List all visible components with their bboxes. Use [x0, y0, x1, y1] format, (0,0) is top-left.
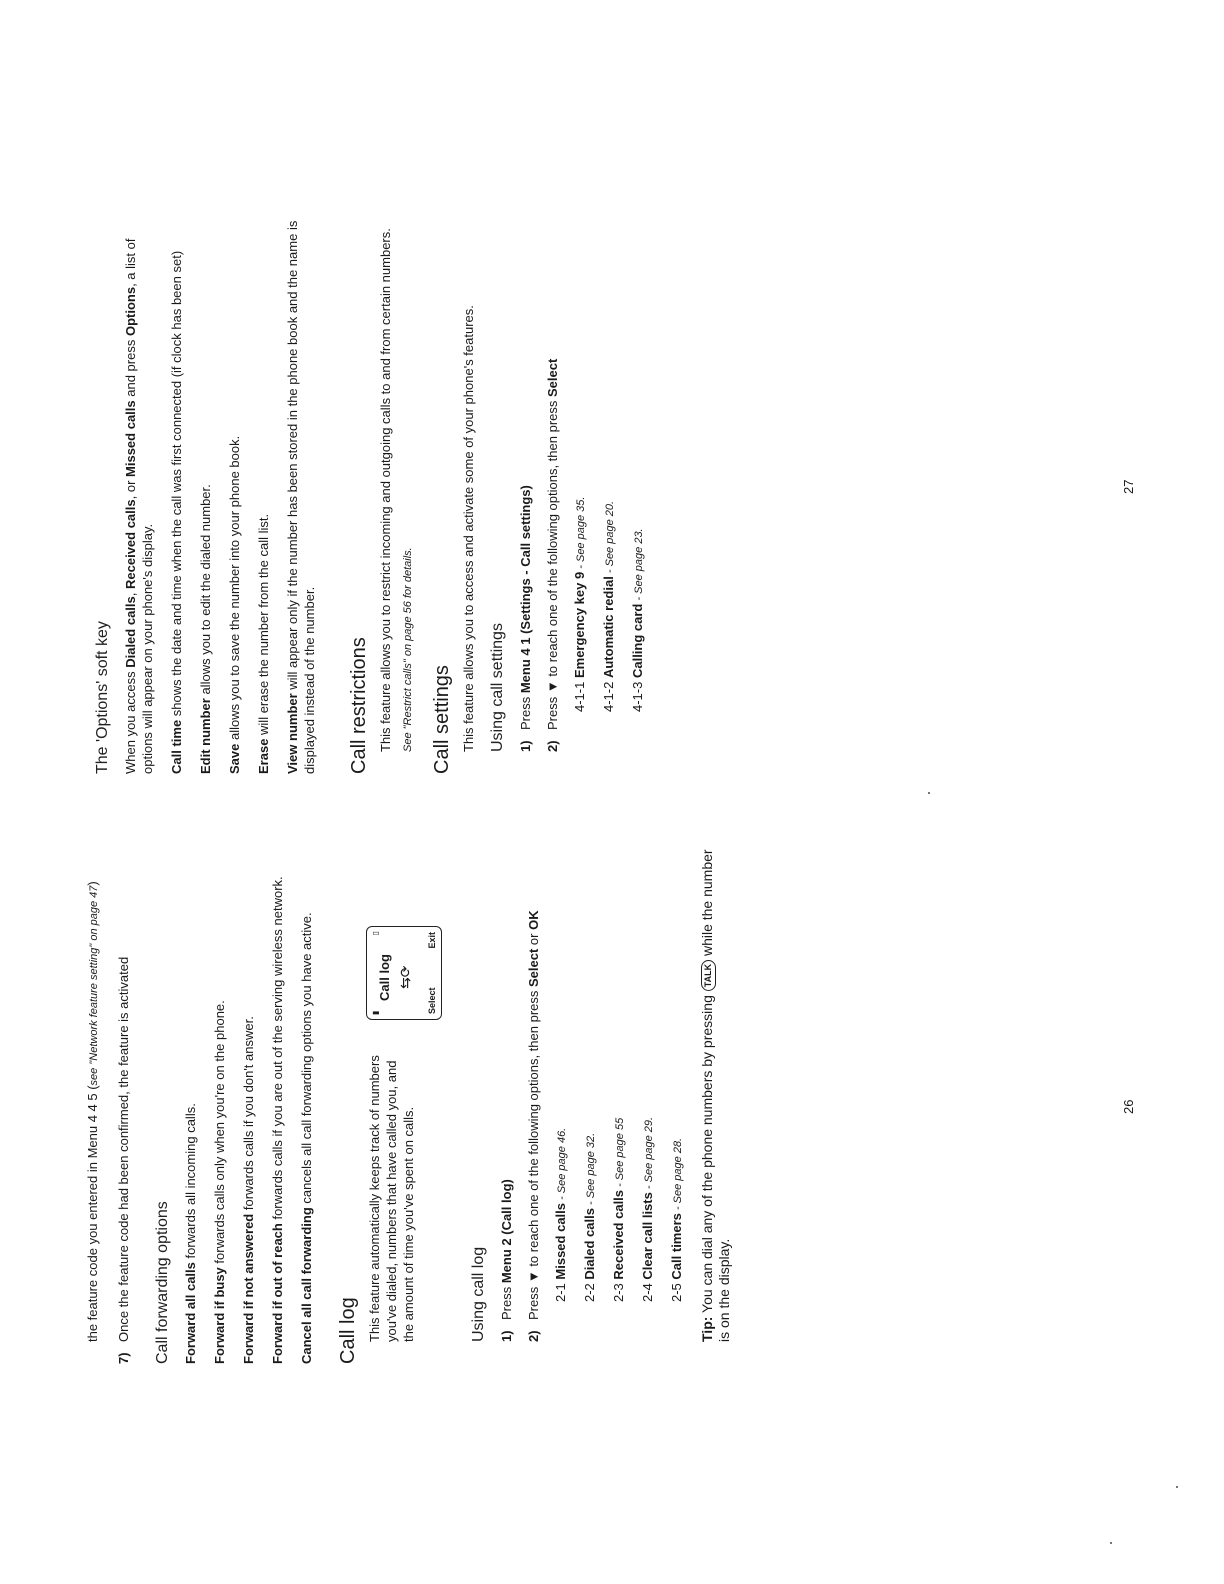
page-27	[0, 174, 1224, 794]
call-restrictions-heading: Call restrictions	[348, 637, 370, 774]
page-26-content	[84, 844, 745, 1364]
call-forwarding-item: Forward if out of reach forwards calls if you are out of the serving wireless network.	[270, 876, 285, 1364]
call-log-options	[552, 844, 687, 1364]
call-settings-option: 4-1-2 Automatic redial - See page 20.	[601, 500, 616, 712]
call-log-option: 2-3 Received calls - See page 55	[611, 1117, 626, 1302]
call-log-step-1: 1) Press Menu 2 (Call log)	[499, 1179, 514, 1342]
call-forwarding-list	[182, 844, 315, 1364]
call-settings-text: This feature allows you to access and activate some of your phone's features.	[461, 305, 476, 752]
signal-icon: ▮	[371, 1010, 380, 1015]
options-intro: When you access Dialed calls, Received calls, or Missed calls and press Options, a list of options will appear on your phone's display.	[123, 238, 155, 774]
options-soft-key-heading: The 'Options' soft key	[94, 621, 111, 774]
call-settings-option: 4-1-3 Calling card - See page 23.	[630, 528, 645, 712]
page-number: 27	[1121, 479, 1136, 494]
talk-key-icon: TALK	[701, 960, 716, 991]
using-call-log-heading: Using call log	[470, 1246, 487, 1342]
continued-text: the feature code you entered in Menu 4 4 5 (see "Network feature setting" on page 47)	[85, 881, 100, 1342]
page-27-content	[84, 214, 658, 774]
call-log-arrows-icon: ⇆⟳	[397, 965, 413, 989]
scan-speck	[1176, 1486, 1178, 1488]
network-feature-reference: see "Network feature setting" on page 47	[88, 885, 100, 1086]
options-list-item: Edit number allows you to edit the dialed number.	[198, 484, 213, 774]
call-settings-step-2: 2) Press ▼ to reach one of the following options, then press Select	[545, 358, 560, 752]
left-soft-key-label: Select	[427, 987, 437, 1014]
call-forwarding-item: Forward if busy forwards calls only when you're on the phone.	[212, 1000, 227, 1364]
call-settings-options	[571, 214, 648, 774]
call-forwarding-item: Forward if not answered forwards calls if you don't answer.	[241, 1016, 256, 1364]
call-log-intro: This feature automatically keeps track of numbers you've dialed, numbers that have called you, and the amount of time you've spent on calls.	[367, 1055, 416, 1342]
call-settings-step-1: 1) Press Menu 4 1 (Settings - Call settings)	[518, 485, 533, 752]
call-log-option: 2-1 Missed calls - See page 46.	[553, 1127, 568, 1302]
using-call-settings-heading: Using call settings	[489, 623, 506, 752]
screen-title: Call log	[377, 954, 392, 1001]
options-list-item: Erase will erase the number from the call list.	[256, 513, 271, 774]
step-7: 7) Once the feature code had been confirmed, the feature is activated	[116, 956, 131, 1364]
right-soft-key-label: Exit	[427, 932, 437, 949]
call-log-intro-block	[366, 844, 442, 1364]
options-list-item: Call time shows the date and time when the call was first connected (if clock has been set)	[169, 250, 184, 774]
tip: Tip: You can dial any of the phone numbers by pressing TALK while the number is on the display.	[699, 849, 732, 1342]
call-log-option: 2-4 Clear call lists - See page 29.	[640, 1116, 655, 1302]
scan-speck	[928, 792, 930, 794]
restrict-calls-reference: See "Restrict calls" on page 56 for details.	[402, 547, 414, 752]
options-list-item: Save allows you to save the number into your phone book.	[227, 435, 242, 774]
scan-speck	[1110, 1542, 1112, 1544]
call-log-option: 2-5 Call timers - See page 28.	[669, 1137, 684, 1302]
call-forwarding-heading: Call forwarding options	[154, 1201, 171, 1364]
options-list-item: View number will appear only if the number has been stored in the phone book and the name is displayed instead of the number.	[285, 220, 317, 774]
phone-screen-call-log	[366, 926, 442, 1020]
battery-icon: ▯	[371, 931, 380, 936]
options-list	[168, 214, 318, 774]
call-forwarding-item: Cancel all call forwarding cancels all call forwarding options you have active.	[299, 912, 314, 1364]
page-26	[0, 804, 1224, 1404]
call-settings-option: 4-1-1 Emergency key 9 - See page 35.	[572, 496, 587, 712]
call-restrictions-text: This feature allows you to restrict incoming and outgoing calls to and from certain numbers.	[378, 228, 393, 752]
call-log-heading: Call log	[337, 1297, 359, 1364]
call-forwarding-item: Forward all calls forwards all incoming calls.	[183, 1103, 198, 1364]
page-number: 26	[1121, 1099, 1136, 1114]
call-settings-heading: Call settings	[431, 665, 453, 774]
call-log-step-2: 2) Press ▼ to reach one of the following options, then press Select or OK	[526, 910, 541, 1342]
call-log-option: 2-2 Dialed calls - See page 32.	[582, 1132, 597, 1302]
